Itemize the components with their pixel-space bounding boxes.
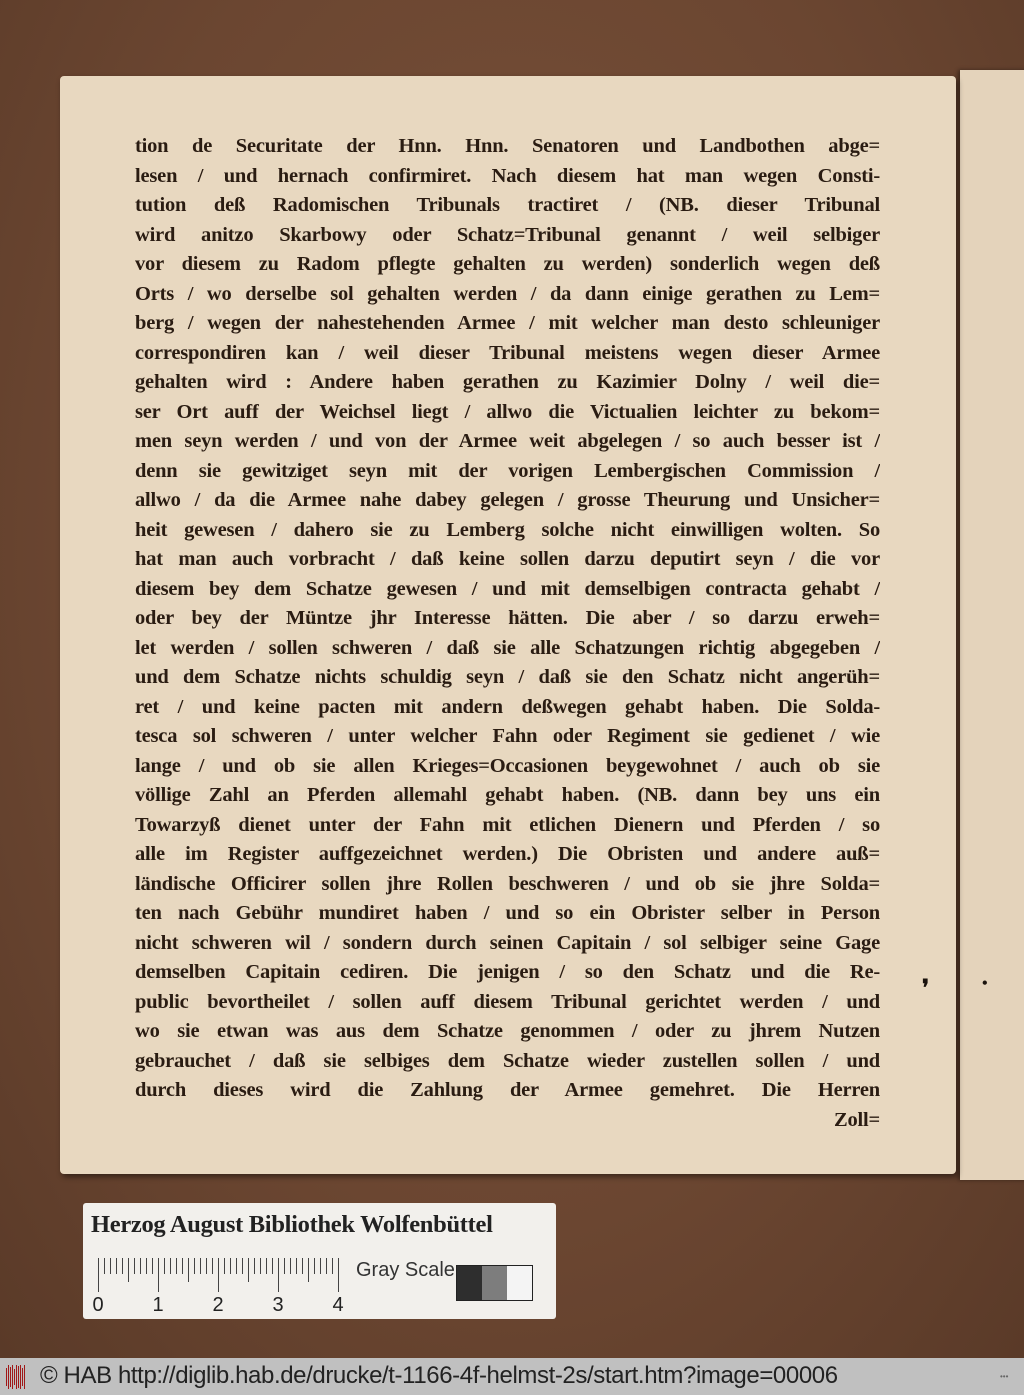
ruler-tick [326, 1258, 327, 1274]
text-line: wo sie etwan was aus dem Schatze genommen / oder zu jhrem Nutzen [135, 1020, 880, 1042]
next-page-edge [960, 70, 1024, 1180]
text-line: ret / und keine pacten mit andern deßwegen gehabt haben. Die Solda- [135, 695, 880, 718]
ruler-tick [116, 1258, 117, 1274]
text-line: tesca sol schweren / unter welcher Fahn oder Regiment sie gedienet / wie [135, 725, 880, 747]
ruler-tick [194, 1258, 195, 1274]
text-line: ser Ort auff der Weichsel liegt / allwo die Victualien leichter zu bekom= [135, 400, 880, 423]
ruler-tick [122, 1258, 123, 1274]
ruler-tick [152, 1258, 153, 1274]
ruler-tick [158, 1258, 159, 1292]
ruler-tick [248, 1258, 249, 1282]
text-line: völlige Zahl an Pferden allemahl gehabt haben. (NB. dann bey uns ein [135, 784, 880, 806]
gray-swatch [482, 1266, 507, 1300]
ruler-tick [302, 1258, 303, 1274]
text-line: hat man auch vorbracht / daß keine sollen darzu deputirt seyn / die vor [135, 548, 880, 570]
ruler-tick [284, 1258, 285, 1274]
more-icon[interactable]: ••• [1000, 1372, 1009, 1381]
text-line: diesem bey dem Schatze gewesen / und mit demselbigen contracta gehabt / [135, 577, 880, 600]
color-scale-card [83, 1203, 556, 1319]
text-line: durch dieses wird die Zahlung der Armee gemehret. Die Herren [135, 1079, 880, 1101]
ruler-tick [242, 1258, 243, 1274]
ruler-tick [320, 1258, 321, 1274]
ruler-tick [182, 1258, 183, 1274]
text-line: lesen / und hernach confirmiret. Nach diesem hat man wegen Consti- [135, 164, 880, 187]
text-line: ten nach Gebühr mundiret haben / und so ein Obrister selber in Person [135, 902, 880, 924]
ruler-tick [110, 1258, 111, 1274]
text-line: wird anitzo Skarbowy oder Schatz=Tribunal genannt / weil selbiger [135, 223, 880, 246]
ruler-tick [254, 1258, 255, 1274]
ruler-tick [272, 1258, 273, 1274]
text-line: oder bey der Müntze jhr Interesse hätten. Die aber / so darzu erweh= [135, 607, 880, 629]
text-line: tion de Securitate der Hnn. Hnn. Senatoren und Landbothen abge= [135, 135, 880, 157]
ruler-tick [314, 1258, 315, 1274]
text-line: public bevortheilet / sollen auff diesem Tribunal gerichtet werden / und [135, 990, 880, 1013]
ruler-tick [98, 1258, 99, 1292]
ruler-tick [218, 1258, 219, 1292]
text-line: tution deß Radomischen Tribunals tractiret / (NB. dieser Tribunal [135, 194, 880, 216]
ruler-tick [212, 1258, 213, 1274]
hab-logo-icon [6, 1365, 26, 1389]
gray-scale-swatches [456, 1265, 533, 1301]
library-name: Herzog August Bibliothek Wolfenbüttel [91, 1211, 493, 1238]
text-line: gehalten wird : Andere haben gerathen zu Kazimier Dolny / weil die= [135, 371, 880, 393]
text-line: heit gewesen / dahero sie zu Lemberg solche nicht einwilligen wolten. So [135, 518, 880, 541]
text-line: denn sie gewitziget seyn mit der vorigen Lembergischen Commission / [135, 459, 880, 482]
ink-mark: ❜ [922, 975, 930, 1000]
ruler-tick [278, 1258, 279, 1292]
text-line: Orts / wo derselbe sol gehalten werden / da dann einige gerathen zu Lem= [135, 282, 880, 305]
ruler-tick [200, 1258, 201, 1274]
text-line: correspondiren kan / weil dieser Tribunal meistens wegen dieser Armee [135, 341, 880, 364]
text-line: alle im Register auffgezeichnet werden.) Die Obristen und andere auß= [135, 843, 880, 865]
gray-swatch [457, 1266, 482, 1300]
ruler-number: 4 [332, 1294, 344, 1316]
ink-mark: • [982, 975, 988, 992]
footer-bar [0, 1358, 1024, 1395]
text-line: lange / und ob sie allen Krieges=Occasionen beygewohnet / auch ob sie [135, 754, 880, 777]
ruler-tick [104, 1258, 105, 1274]
gray-swatch [507, 1266, 532, 1300]
ruler-tick [290, 1258, 291, 1274]
text-line: allwo / da die Armee nahe dabey gelegen / grosse Theurung und Unsicher= [135, 489, 880, 511]
ruler-tick [308, 1258, 309, 1282]
ruler-tick [140, 1258, 141, 1274]
ruler-tick [188, 1258, 189, 1282]
text-line: nicht schweren wil / sondern durch seinen Capitain / sol selbiger seine Gage [135, 931, 880, 954]
ruler-number: 0 [92, 1294, 104, 1316]
ruler-tick [260, 1258, 261, 1274]
ruler-number: 3 [272, 1294, 284, 1316]
text-line: ländische Officirer sollen jhre Rollen beschweren / und ob sie jhre Solda= [135, 872, 880, 895]
text-line: men seyn werden / und von der Armee weit abgelegen / so auch besser ist / [135, 430, 880, 452]
ruler-tick [236, 1258, 237, 1274]
ruler-number: 1 [152, 1294, 164, 1316]
text-line: gebrauchet / daß sie selbiges dem Schatze wieder zustellen sollen / und [135, 1049, 880, 1072]
text-line: let werden / sollen schweren / daß sie alle Schatzungen richtig abgegeben / [135, 636, 880, 659]
ruler-tick [170, 1258, 171, 1274]
ruler-tick [206, 1258, 207, 1274]
copyright-url[interactable]: © HAB http://diglib.hab.de/drucke/t-1166-4f-helmst-2s/start.htm?image=00006 [40, 1362, 838, 1389]
page-text [135, 132, 880, 1135]
ruler-tick [266, 1258, 267, 1274]
ruler-tick [164, 1258, 165, 1274]
ruler-tick [332, 1258, 333, 1274]
ruler-number: 2 [212, 1294, 224, 1316]
gray-scale-label: Gray Scale [356, 1259, 455, 1281]
ruler-tick [128, 1258, 129, 1282]
ruler-tick [296, 1258, 297, 1274]
text-line: vor diesem zu Radom pflegte gehalten zu werden) sonderlich wegen deß [135, 253, 880, 275]
text-line: berg / wegen der nahestehenden Armee / mit welcher man desto schleuniger [135, 312, 880, 334]
ruler-tick [338, 1258, 339, 1292]
ruler-tick [134, 1258, 135, 1274]
ruler-tick [146, 1258, 147, 1274]
catchword: Zoll= [834, 1108, 880, 1131]
text-line: Towarzyß dienet unter der Fahn mit etlichen Dienern und Pferden / so [135, 813, 880, 836]
text-line: demselben Capitain cediren. Die jenigen / so den Schatz und die Re- [135, 961, 880, 983]
ruler-tick [230, 1258, 231, 1274]
text-line: und dem Schatze nichts schuldig seyn / daß sie den Schatz nicht angerüh= [135, 666, 880, 688]
ruler [92, 1258, 344, 1318]
ruler-tick [224, 1258, 225, 1274]
ruler-tick [176, 1258, 177, 1274]
